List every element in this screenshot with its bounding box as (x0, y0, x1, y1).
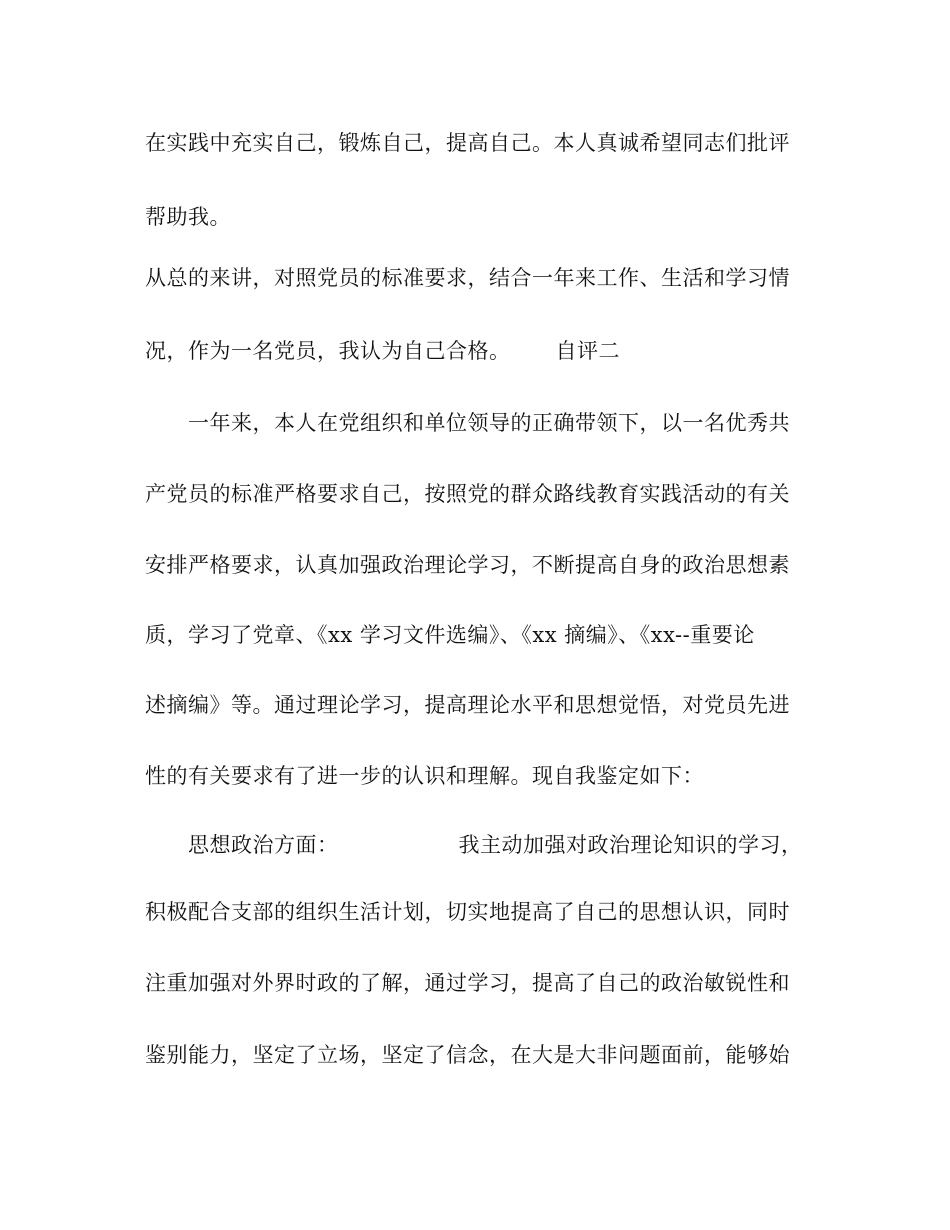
text-line-4-body: 况，作为一名党员，我认为自己合格。 (145, 339, 511, 363)
section-heading: 自评二 (555, 339, 620, 363)
text-line-14: 鉴别能力，坚定了立场，坚定了信念，在大是大非问题面前，能够始 (145, 1043, 790, 1067)
text-line-3: 从总的来讲，对照党员的标准要求，结合一年来工作、生活和学习情 (145, 266, 790, 290)
text-line-9: 述摘编》等。通过理论学习，提高理论水平和思想觉悟，对党员先进 (145, 693, 790, 717)
text-line-11-body: 我主动加强对政治理论知识的学习， (458, 833, 803, 857)
subsection-label: 思想政治方面： (188, 833, 339, 857)
text-line-5: 一年来，本人在党组织和单位领导的正确带领下，以一名优秀共 (188, 411, 790, 435)
text-line-1: 在实践中充实自己，锻炼自己，提高自己。本人真诚希望同志们批评 (145, 131, 790, 155)
text-line-13: 注重加强对外界时政的了解，通过学习，提高了自己的政治敏锐性和 (145, 971, 790, 995)
text-line-12: 积极配合支部的组织生活计划，切实地提高了自己的思想认识，同时 (145, 900, 790, 924)
text-line-6: 产党员的标准严格要求自己，按照党的群众路线教育实践活动的有关 (145, 482, 790, 506)
text-line-11 (188, 830, 803, 860)
text-line-2: 帮助我。 (145, 205, 231, 229)
text-line-4 (145, 336, 620, 366)
text-line-8: 质，学习了党章、《xx 学习文件选编》、《xx 摘编》、《xx--重要论 (145, 623, 755, 647)
text-line-7: 安排严格要求，认真加强政治理论学习，不断提高自身的政治思想素 (145, 553, 790, 577)
text-line-10: 性的有关要求有了进一步的认识和理解。现自我鉴定如下： (145, 764, 704, 788)
